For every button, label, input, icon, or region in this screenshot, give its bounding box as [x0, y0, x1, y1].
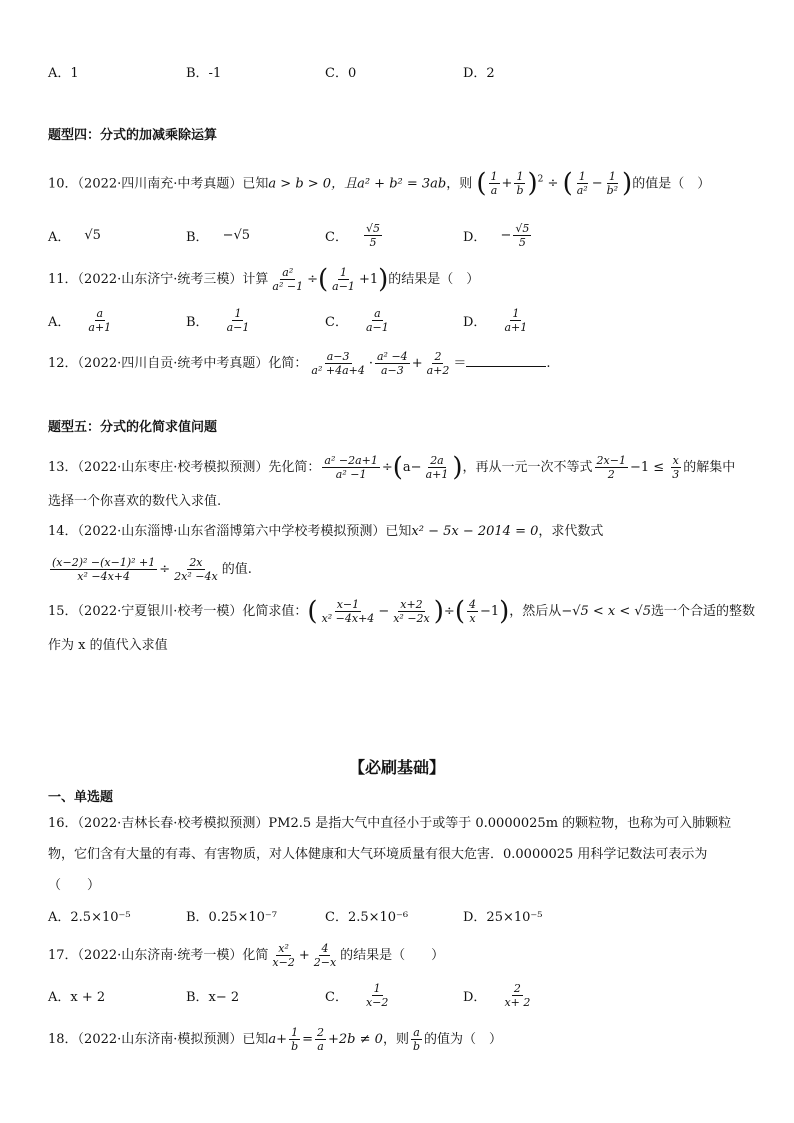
q12-prefix: 12．（2022·四川自贡·统考中考真题）化简：: [48, 356, 308, 371]
q14-equation: x² − 5x − 2014 = 0: [411, 524, 539, 539]
q17-option-a: A．x + 2: [48, 989, 106, 1005]
q11-expression: $\frac{\text{a²}}{\text{a² −1}}$ ÷( $\frac{1}{a-1}$ +1): [272, 264, 389, 295]
q14-prefix: 14．（2022·山东淄博·山东省淄博第六中学校考模拟预测）已知: [48, 524, 412, 539]
q18-ratio: $\frac{a}{b}$: [412, 1026, 420, 1053]
q9-option-b: B．-1: [186, 65, 222, 81]
q15-line2: 作为 x 的值代入求值: [48, 638, 168, 653]
q17-suffix: 的结果是（ ）: [340, 948, 445, 963]
q16-line3: （ ）: [48, 878, 101, 893]
q13-line2: 选择一个你喜欢的数代入求值.: [48, 494, 222, 509]
q11-option-d: D． $\frac{1}{a+1}$: [463, 306, 528, 334]
section-title-5: 题型五：分式的化简求值问题: [48, 420, 218, 435]
q10-cond2: a² + b² = 3ab: [357, 176, 447, 192]
q11-option-a: A． $\frac{a}{a+1}$: [48, 306, 112, 334]
q10-prefix: 10．（2022·四川南充·中考真题）已知: [48, 176, 269, 192]
q11-prefix: 11．（2022·山东济宁·统考三模）计算: [48, 272, 269, 287]
q18-suffix: 的值为（ ）: [424, 1032, 503, 1047]
question-10: [48, 170, 710, 197]
question-11: [48, 266, 479, 293]
q13-suffix: 的解集中: [683, 460, 736, 475]
q13-expression: $\frac{\text{a² −2a+1}}{\text{a² −1}}$ ÷(a− $\frac{2a}{a+1}$ ): [324, 452, 463, 483]
q17-options: [48, 980, 748, 1010]
q15-mid: ，然后从: [509, 604, 562, 619]
q10-option-b: B． −√5: [186, 227, 251, 245]
subsection-title: 一、单选题: [48, 790, 114, 805]
q14-line2: [48, 556, 252, 583]
q18-mid: ，则: [382, 1032, 409, 1047]
q16-options: [48, 900, 748, 930]
q16-option-c: C．2.5×10⁻⁶: [325, 909, 409, 925]
q11-options: [48, 305, 748, 335]
q16-option-b: B．0.25×10⁻⁷: [186, 909, 278, 925]
q9-options: [48, 56, 748, 86]
q10-mid: ，则: [446, 176, 473, 192]
q10-option-d: D． − $\frac{√5}{5}$: [463, 221, 530, 249]
q12-expression: $\frac{a-3}{\text{a² +4a+4}}$ · $\frac{\text{a² −4}}{a-3}$ + $\frac{2}{a+2}$: [311, 350, 450, 377]
q12-equals: ＝: [453, 356, 467, 371]
q14-expression: $\frac{\text{(x−2)² −(x−1)² +1}}{\text{x² −4x+4}}$ ÷ $\frac{2x}{\text{2x² −4x}}$: [52, 556, 218, 583]
question-12: [48, 350, 551, 377]
q12-end: .: [546, 356, 551, 371]
q17-option-c: C． $\frac{1}{x-2}$: [325, 981, 389, 1009]
q10-suffix: 的值是（ ）: [632, 176, 711, 192]
q16-option-d: D．25×10⁻⁵: [463, 909, 543, 925]
q15-expression: ( $\frac{x-1}{\text{x² −4x+4}}$ − $\frac{x+2}{\text{x² −2x}}$ )÷( $\frac{4}{x}$ −1): [307, 596, 510, 627]
section-title-4: 题型四：分式的加减乘除运算: [48, 128, 218, 143]
question-17: [48, 942, 444, 969]
q16-line2: 物，它们含有大量的有毒、有害物质，对人体健康和大气环境质量有很大危害．0.0000025 用科学记数法可表示为: [48, 847, 708, 862]
q10-option-a: A． √5: [48, 227, 101, 245]
q13-prefix: 13．（2022·山东枣庄·校考模拟预测）先化简：: [48, 460, 321, 475]
answer-blank[interactable]: [466, 354, 546, 367]
q11-suffix: 的结果是（ ）: [388, 272, 480, 287]
q17-option-b: B．x− 2: [186, 989, 240, 1005]
q11-option-b: B． $\frac{1}{a-1}$: [186, 306, 250, 334]
q10-option-c: C． $\frac{√5}{5}$: [325, 221, 380, 249]
q18-equation: a+ $\frac{1}{b}$ = $\frac{2}{a}$ +2b ≠ 0: [268, 1026, 383, 1053]
q15-range: −√5 < x < √5: [561, 604, 651, 619]
q13-mid: ，再从一元一次不等式: [462, 460, 593, 475]
q9-option-c: C．0: [325, 65, 357, 81]
q11-option-c: C． $\frac{a}{a-1}$: [325, 306, 389, 334]
q15-suffix: 选一个合适的整数: [650, 604, 755, 619]
q15-prefix: 15．（2022·宁夏银川·校考一模）化简求值：: [48, 604, 308, 619]
q17-prefix: 17．（2022·山东济南·统考一模）化简: [48, 948, 269, 963]
q10-cond1: a > b > 0，且: [268, 176, 358, 192]
q17-expression: $\frac{\text{x²}}{x-2}$ + $\frac{4}{2-x}$: [272, 942, 337, 969]
q10-expression: ( $\frac{1}{a}$ + $\frac{1}{b}$ )$^2$ ÷ ( $\frac{1}{\text{a²}}$ − $\frac{1}{\text{b²}}$ ): [476, 168, 633, 199]
q16-option-a: A．2.5×10⁻⁵: [48, 909, 131, 925]
q10-options: [48, 220, 748, 250]
q9-option-a: A．1: [48, 65, 79, 81]
question-13: [48, 454, 735, 481]
q9-option-d: D．2: [463, 65, 495, 81]
question-15: [48, 598, 755, 625]
q13-inequality: $\frac{2x-1}{2}$ −1 ≤ $\frac{x}{3}$: [596, 454, 680, 481]
question-18: [48, 1026, 502, 1053]
q18-prefix: 18．（2022·山东济南·模拟预测）已知: [48, 1032, 269, 1047]
question-14: [48, 522, 603, 542]
center-title: 【必刷基础】: [348, 758, 445, 777]
q14-line2-suffix: 的值.: [221, 562, 252, 577]
q17-option-d: D． $\frac{2}{x+ 2}$: [463, 981, 531, 1009]
q16-line1: 16．（2022·吉林长春·校考模拟预测）PM2.5 是指大气中直径小于或等于 0.0000025m 的颗粒物，也称为可入肺颗粒: [48, 816, 732, 831]
q14-suffix: ，求代数式: [538, 524, 604, 539]
